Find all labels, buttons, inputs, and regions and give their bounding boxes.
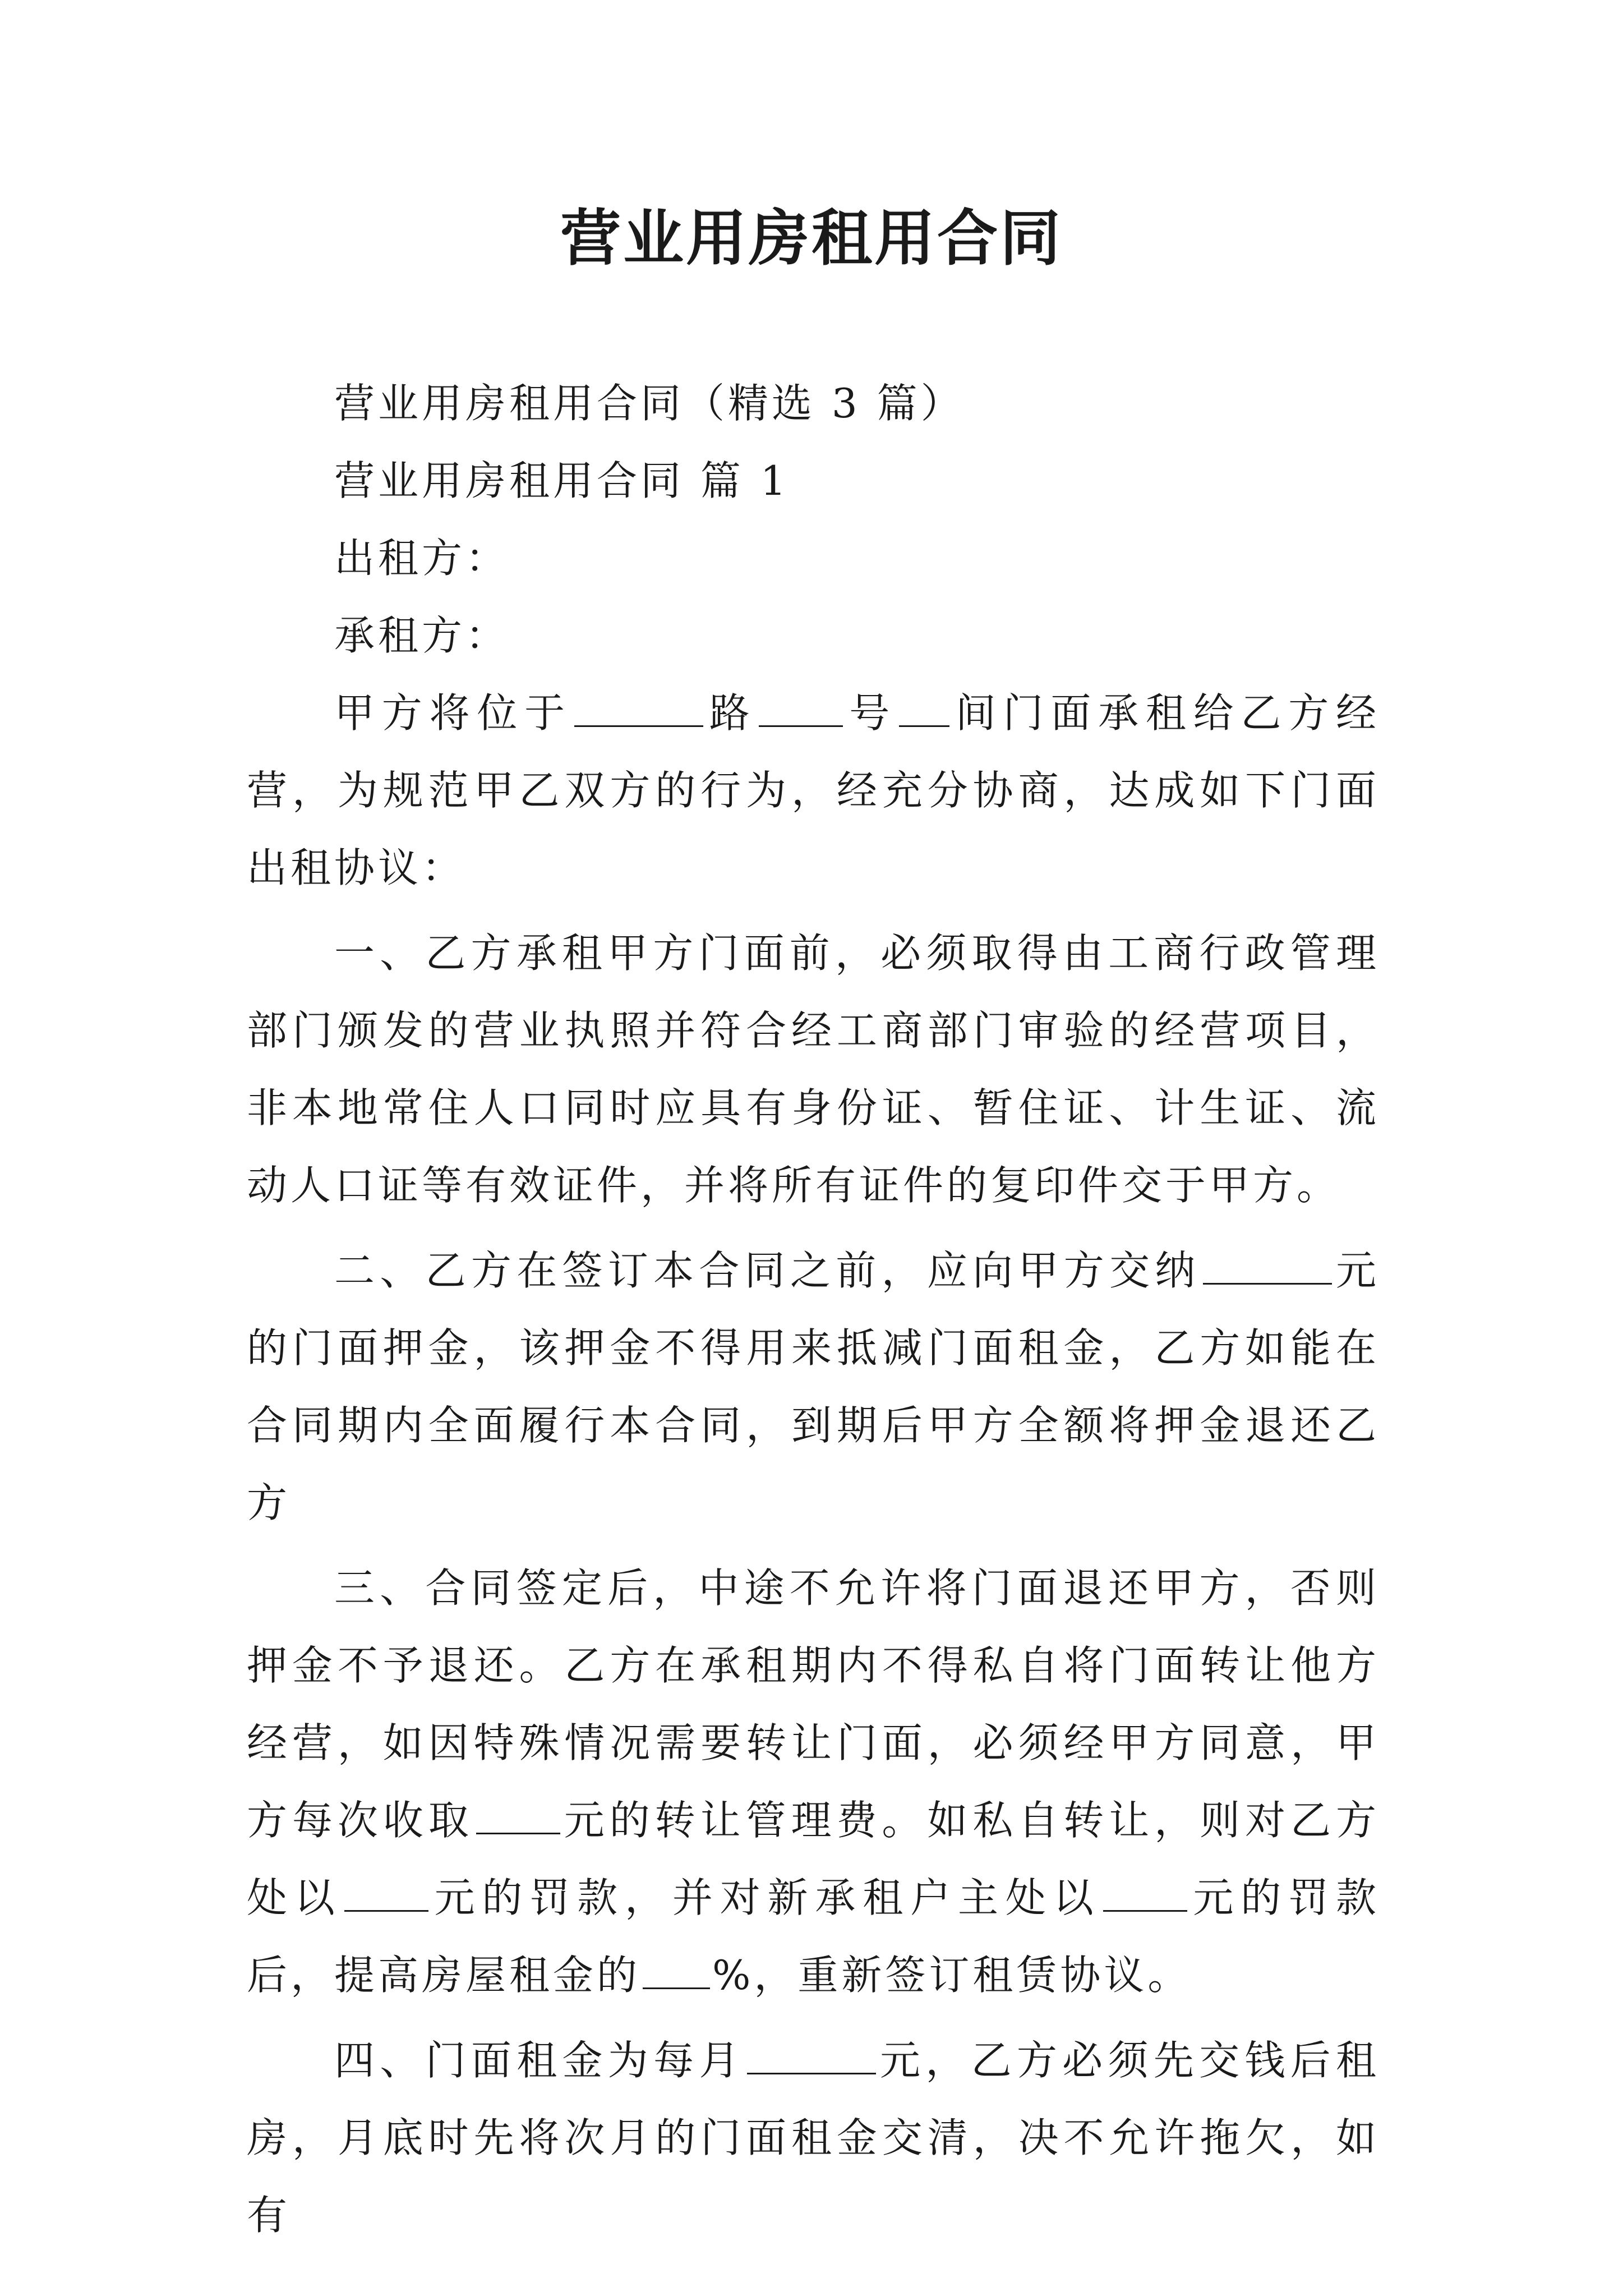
document-subtitle: 营业用房租用合同（精选 3 篇） xyxy=(334,380,965,427)
intro-text-1: 甲方将位于 xyxy=(334,689,572,737)
room-blank xyxy=(899,692,949,727)
lessor-label: 出租方： xyxy=(334,535,510,582)
clause-4-text-2: 元，乙方必须先交钱后租房，月底时先将次月的门面租金交清，决不允许拖欠，如有 xyxy=(247,2037,1380,2239)
monthly-rent-blank xyxy=(747,2039,876,2074)
intro-text-4: 间门面承租给乙方经营，为规范甲乙双方的行为，经充分协商，达成如下门面出租协议： xyxy=(247,689,1380,891)
clause-2-text-2: 元的门面押金，该押金不得用来抵减门面租金，乙方如能在合同期内全面履行本合同，到期后甲方全额将押金退还乙方 xyxy=(247,1247,1380,1526)
intro-paragraph xyxy=(247,674,1380,907)
number-blank xyxy=(759,692,843,727)
clause-3-text-2: 元的转让管理费。如私自转让，则对乙方处以 xyxy=(247,1797,1380,1921)
clause-4 xyxy=(247,2022,1380,2254)
clause-3-text-5: %，重新签订租赁协议。 xyxy=(712,1952,1192,1999)
deposit-blank xyxy=(1203,1249,1332,1285)
clause-2 xyxy=(247,1232,1380,1542)
clause-3-text-1: 三、合同签定后，中途不允许将门面退还甲方，否则押金不予退还。乙方在承租期内不得私自将门面转让他方经营，如因特殊情况需要转让门面，必须经甲方同意，甲方每次收取 xyxy=(247,1565,1380,1844)
clause-1: 一、乙方承租甲方门面前，必须取得由工商行政管理部门颁发的营业执照并符合经工商部门审验的经营项目，非本地常住人口同时应具有身份证、暂住证、计生证、流动人口证等有效证件，并将所有证件的复印件交于甲方。 xyxy=(247,930,1380,1209)
clause-4-text-1: 四、门面租金为每月 xyxy=(334,2037,745,2084)
transfer-fee-blank xyxy=(476,1799,560,1834)
document-body xyxy=(247,365,1380,2254)
clause-3-text-4: 元的罚款后，提高房屋租金的 xyxy=(247,1874,1380,1999)
fine-new-tenant-blank xyxy=(1103,1876,1187,1912)
intro-text-3: 号 xyxy=(845,689,897,737)
clause-2-text-1: 二、乙方在签订本合同之前，应向甲方交纳 xyxy=(334,1247,1201,1294)
clause-3-text-3: 元的罚款，并对新承租户主处以 xyxy=(430,1874,1101,1921)
fine-lessee-blank xyxy=(344,1876,428,1912)
rent-increase-blank xyxy=(643,1954,710,1989)
road-blank xyxy=(574,692,703,727)
lessee-label: 承租方： xyxy=(334,612,510,659)
intro-text-2: 路 xyxy=(705,689,757,737)
document-title: 营业用房租用合同 xyxy=(560,203,1063,274)
section-heading: 营业用房租用合同 篇 1 xyxy=(334,457,790,504)
clause-3 xyxy=(247,1549,1380,2014)
